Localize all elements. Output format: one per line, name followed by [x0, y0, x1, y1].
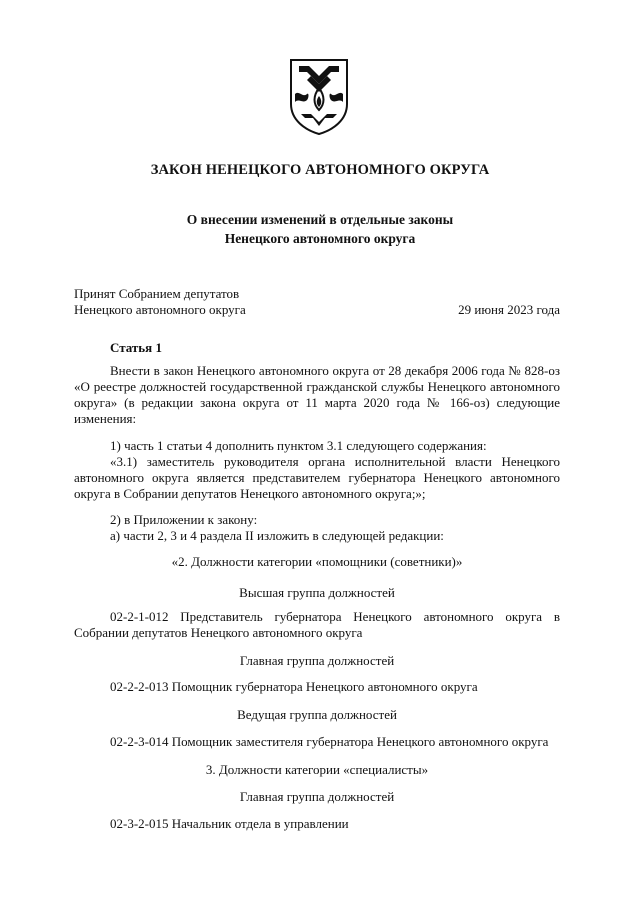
group-leading: Ведущая группа должностей	[237, 707, 397, 722]
article-heading: Статья 1	[110, 340, 162, 355]
item-1-text: 1) часть 1 статьи 4 дополнить пунктом 3.1 следующего содержания:	[110, 438, 487, 453]
law-subtitle	[0, 210, 640, 248]
group-main-2: Главная группа должностей	[239, 789, 395, 804]
item-1-quote-line-2: автономного округа является представителем губернатора Ненецкого автономного	[74, 470, 560, 485]
law-title: ЗАКОН НЕНЕЦКОГО АВТОНОМНОГО ОКРУГА	[150, 162, 490, 178]
item-1	[74, 438, 560, 502]
position-014: 02-2-3-014 Помощник заместителя губернатора Ненецкого автономного округа	[110, 734, 549, 749]
intro-line-2: «О реестре должностей государственной гражданской службы Ненецкого автономного	[74, 379, 560, 394]
position-015: 02-3-2-015 Начальник отдела в управлении	[110, 816, 349, 831]
position-013: 02-2-2-013 Помощник губернатора Ненецкого автономного округа	[110, 679, 478, 694]
position-012-line-1: 02-2-1-012 Представитель губернатора Ненецкого автономного округа в	[110, 609, 560, 624]
intro-line-3: округа» (в редакции закона округа от 11 марта 2020 года № 166-оз) следующие	[74, 395, 560, 410]
subtitle-line-2: Ненецкого автономного округа	[224, 231, 416, 246]
item-2a-text: а) части 2, 3 и 4 раздела II изложить в следующей редакции:	[110, 528, 444, 543]
intro-line-4: изменения:	[74, 411, 137, 426]
section-2-title: «2. Должности категории «помощники (советники)»	[171, 554, 463, 569]
coat-of-arms-emblem	[287, 58, 351, 136]
intro-line-1: Внести в закон Ненецкого автономного округа от 28 декабря 2006 года № 828-оз	[110, 363, 560, 378]
item-1-quote-line-3: округа в Собрании депутатов Ненецкого автономного округа;»;	[74, 486, 426, 501]
item-2-text: 2) в Приложении к закону:	[110, 512, 258, 527]
adoption-line-1: Принят Собранием депутатов	[74, 286, 240, 301]
item-2	[74, 512, 560, 544]
adoption-line-2: Ненецкого автономного округа	[74, 302, 246, 317]
group-higher: Высшая группа должностей	[239, 585, 395, 600]
subtitle-line-1: О внесении изменений в отдельные законы	[186, 212, 454, 227]
group-main: Главная группа должностей	[239, 653, 395, 668]
position-012-line-2: Собрании депутатов Ненецкого автономного округа	[74, 625, 363, 640]
section-3-title: 3. Должности категории «специалисты»	[205, 762, 429, 777]
adoption-date: 29 июня 2023 года	[458, 302, 560, 317]
item-1-quote-line-1: «3.1) заместитель руководителя органа исполнительной власти Ненецкого	[110, 454, 560, 469]
position-012	[74, 609, 560, 641]
adoption-info	[74, 286, 246, 318]
article-intro	[74, 363, 560, 427]
